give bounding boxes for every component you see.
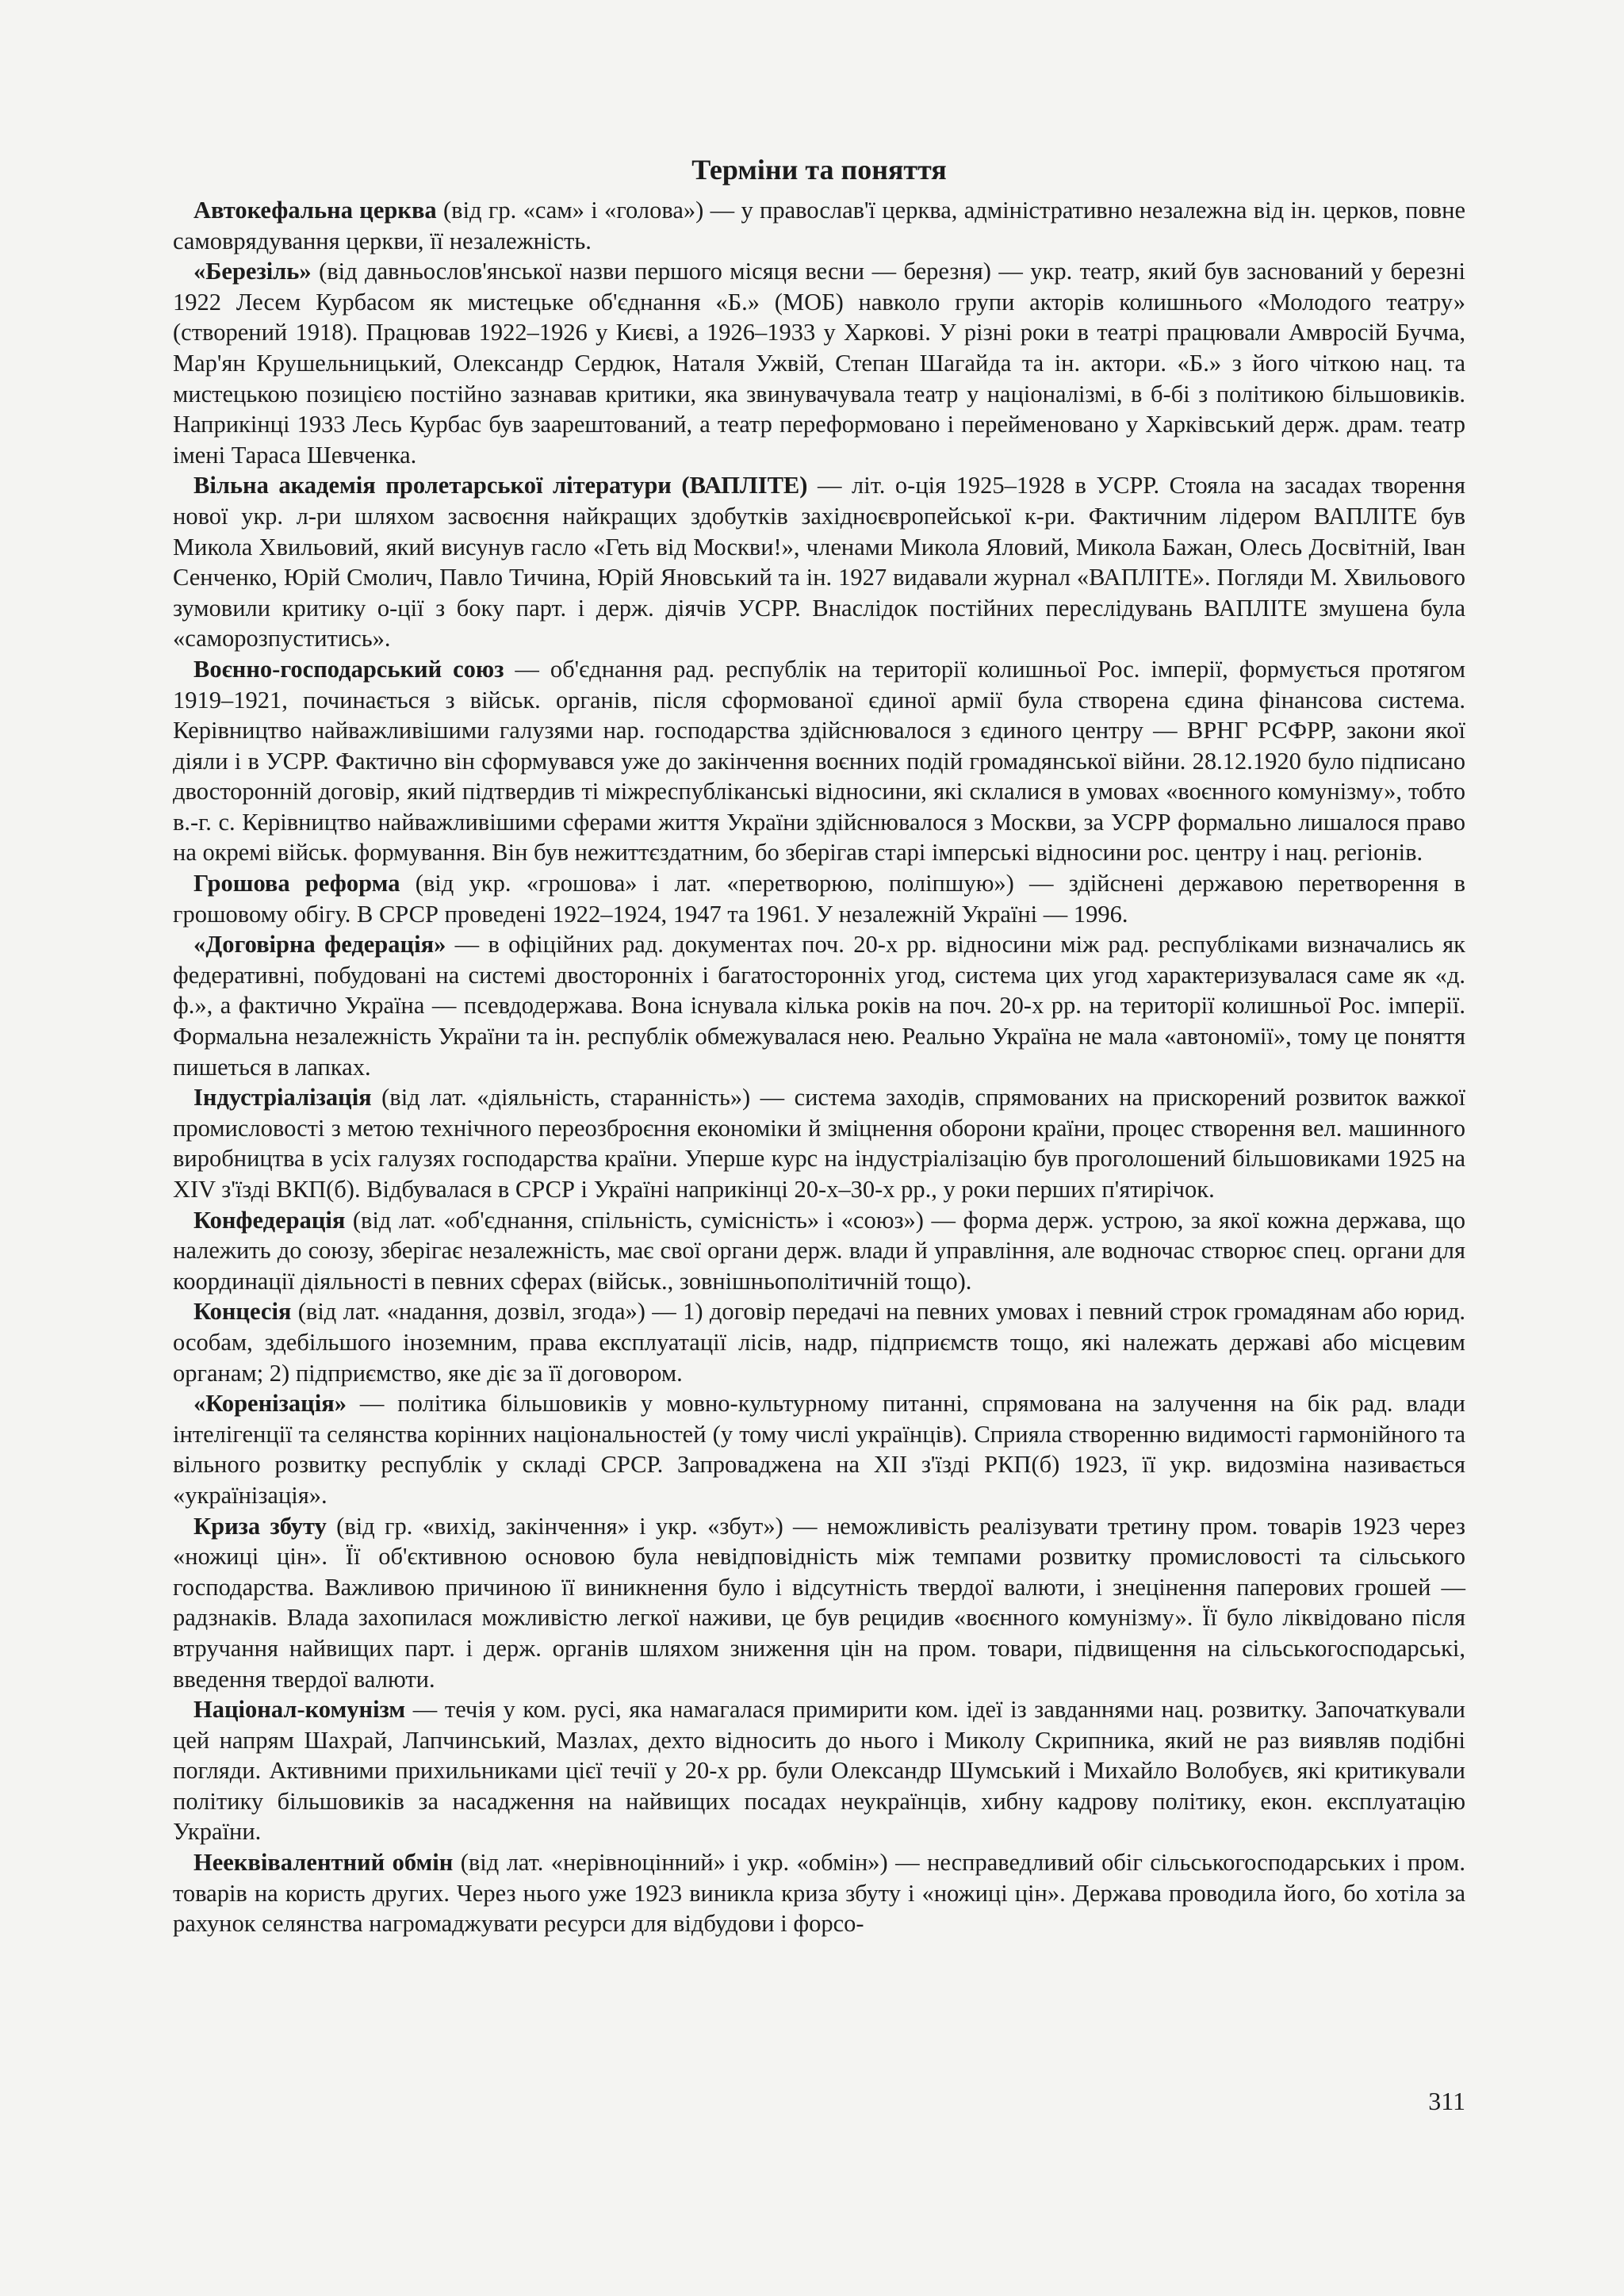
entry-definition: (від гр. «вихід, закінчення» і укр. «збут») — неможливість реалізувати третину пром. товарів 1923 через «ножиці цін». Її об'єктивною основою була невідповідність між темпами розвитку промисловості та сільського господарства. Важливою причиною її виникнення було і відсутність твердої валюти, і знецінення паперових грошей — радзнаків. Влада захопилася можливістю легкої наживи, це був рецидив «воєнного комунізму». Її було ліквідовано після втручання найвищих парт. і держ. органів шляхом зниження цін на пром. товари, підвищення на сільськогосподарські, введення твердої валюти.	[173, 1512, 1465, 1693]
glossary-entry	[173, 1388, 1465, 1510]
entry-term: Концесія	[193, 1298, 292, 1326]
entry-term: Конфедерація	[193, 1206, 346, 1234]
glossary-entry	[173, 1511, 1465, 1695]
page-title: Терміни та поняття	[691, 154, 947, 186]
glossary-entry	[173, 256, 1465, 470]
glossary-entry	[173, 1296, 1465, 1388]
entry-definition: (від лат. «нерівноцінний» і укр. «обмін») — несправедливий обіг сільськогосподарських і пром. товарів на користь других. Через нього уже 1923 виникла криза збуту і «ножиці цін». Держава проводила його, бо хотіла за рахунок селянства нагромаджувати ресурси для відбудови і форсо-	[173, 1849, 1465, 1938]
glossary-entries	[173, 195, 1465, 1939]
entry-term: Індустріалізація	[193, 1084, 372, 1112]
entry-term: Автокефальна церква	[193, 197, 437, 224]
glossary-entry	[173, 868, 1465, 929]
entry-term: Вільна академія пролетарської літератури (ВАПЛІТЕ)	[193, 472, 808, 499]
entry-term: «Березіль»	[193, 258, 312, 285]
entry-definition: (від лат. «об'єднання, спільність, сумісність» і «союз») — форма держ. устрою, за якої кожна держава, що належить до союзу, зберігає незалежність, має свої органи держ. влади й управління, але водночас створює спец. органи для координації діяльності в певних сферах (військ., зовнішньополітичній тощо).	[173, 1206, 1465, 1295]
entry-definition: (від гр. «сам» і «голова») — у православ'ї церква, адміністративно незалежна від ін. церков, повне самоврядування церкви, її незалежність.	[173, 197, 1465, 254]
entry-definition: — в офіційних рад. документах поч. 20-х рр. відносини між рад. республіками визначались як федеративні, побудовані на системі двосторонніх і багатосторонніх угод, система цих угод характеризувалася саме як «д. ф.», а фактично Україна — псевдодержава. Вона існувала кілька років на поч. 20-х рр. на території колишньої Рос. імперії. Формальна незалежність України та ін. республік обмежувалася нею. Реально Україна не мала «автономії», тому це поняття пишеться в лапках.	[173, 931, 1465, 1081]
glossary-entry	[173, 1847, 1465, 1939]
entry-term: Грошова реформа	[193, 870, 400, 897]
glossary-entry	[173, 1694, 1465, 1847]
entry-definition: (від укр. «грошова» і лат. «перетворюю, поліпшую») — здійснені державою перетворення в грошовому обігу. В СРСР проведені 1922–1924, 1947 та 1961. У незалежній Україні — 1996.	[173, 870, 1465, 928]
entry-term: Воєнно-господарський союз	[193, 655, 504, 683]
glossary-entry	[173, 470, 1465, 654]
glossary-entry	[173, 1082, 1465, 1204]
entry-definition: — течія у ком. русі, яка намагалася примирити ком. ідеї із завданнями нац. розвитку. Започаткували цей напрям Шахрай, Лапчинський, Мазлах, дехто відносить до нього і Миколу Скрипника, який не раз виявляв подібні погляди. Активними прихильниками цієї течії у 20-х рр. були Олександр Шумський і Михайло Волобуєв, які критикували політику більшовиків за насадження на найвищих посадах неукраїнців, хибну кадрову політику, екон. експлуатацію України.	[173, 1696, 1465, 1846]
entry-definition: — політика більшовиків у мовно-культурному питанні, спрямована на залучення на бік рад. влади інтелігенції та селянства корінних національностей (у тому числі українців). Сприяла створенню видимості гармонійного та вільного розвитку республік у складі СРСР. Запроваджена на XII з'їзді РКП(б) 1923, її укр. видозміна називається «українізація».	[173, 1390, 1465, 1509]
glossary-entry	[173, 1205, 1465, 1297]
entry-definition: (від лат. «діяльність, старанність») — система заходів, спрямованих на прискорений розвиток важкої промисловості з метою технічного переозброєння економіки й зміцнення оборони країни, процес створення вел. машинного виробництва в усіх галузях господарства країни. Уперше курс на індустріалізацію був проголошений більшовиками 1925 на XIV з'їзді ВКП(б). Відбувалася в СРСР і Україні наприкінці 20-х–30-х рр., у роки перших п'ятирічок.	[173, 1084, 1465, 1203]
glossary-entry	[173, 195, 1465, 256]
entry-term: Нееквівалентний обмін	[193, 1849, 454, 1877]
glossary-entry	[173, 654, 1465, 868]
entry-term: «Коренізація»	[193, 1390, 347, 1418]
entry-definition: (від давньослов'янської назви першого місяця весни — березня) — укр. театр, який був заснований у березні 1922 Лесем Курбасом як мистецьке об'єднання «Б.» (МОБ) навколо групи акторів колишнього «Молодого театру» (створений 1918). Працював 1922–1926 у Києві, а 1926–1933 у Харкові. У різні роки в театрі працювали Амвросій Бучма, Мар'ян Крушельницький, Олександр Сердюк, Наталя Ужвій, Степан Шагайда та ін. актори. «Б.» з його чіткою нац. та мистецькою позицією постійно зазнавав критики, яка звинувачувала театр у націоналізмі, в б-бі з політикою більшовиків. Наприкінці 1933 Лесь Курбас був заарештований, а театр переформовано і перейменовано у Харківський держ. драм. театр імені Тараса Шевченка.	[173, 258, 1465, 469]
glossary-entry	[173, 929, 1465, 1082]
entry-term: Криза збуту	[193, 1512, 327, 1540]
entry-definition: — об'єднання рад. республік на території колишньої Рос. імперії, формується протягом 1919–1921, починається з військ. органів, після сформованої єдиної армії була створена єдина фінансова система. Керівництво найважливішими галузями нар. господарства здійснювалося з єдиного центру — ВРНГ РСФРР, закони якої діяли і в УСРР. Фактично він сформувався уже до закінчення воєнних подій громадянської війни. 28.12.1920 було підписано двосторонній договір, який підтвердив ті міжреспубліканські відносини, які склалися в умовах «воєнного комунізму», тобто в.-г. с. Керівництво найважливішими сферами життя України здійснювалося з Москви, за УСРР формально лишалося право на окремі військ. формування. Він був нежиттєздатним, бо зберігав старі імперські відносини рос. центру і нац. регіонів.	[173, 655, 1466, 867]
entry-definition: — літ. о-ція 1925–1928 в УСРР. Стояла на засадах творення нової укр. л-ри шляхом засвоєння найкращих здобутків західноєвропейської к-ри. Фактичним лідером ВАПЛІТЕ був Микола Хвильовий, який висунув гасло «Геть від Москви!», членами Микола Яловий, Микола Бажан, Олесь Досвітній, Іван Сенченко, Юрій Смолич, Павло Тичина, Юрій Яновський та ін. 1927 видавали журнал «ВАПЛІТЕ». Погляди М. Хвильового зумовили критику о-ції з боку парт. і держ. діячів УСРР. Внаслідок постійних переслідувань ВАПЛІТЕ змушена була «саморозпуститись».	[173, 472, 1465, 652]
entry-term: Націонал-комунізм	[193, 1696, 406, 1724]
page-number: 311	[1428, 2087, 1465, 2115]
entry-term: «Договірна федерація»	[193, 931, 446, 959]
entry-definition: (від лат. «надання, дозвіл, згода») — 1) договір передачі на певних умовах і певний строк громадянам або юрид. особам, здебільшого іноземним, права експлуатації лісів, надр, підприємств тощо, які належать державі або місцевим органам; 2) підприємство, яке діє за її договором.	[173, 1298, 1465, 1387]
